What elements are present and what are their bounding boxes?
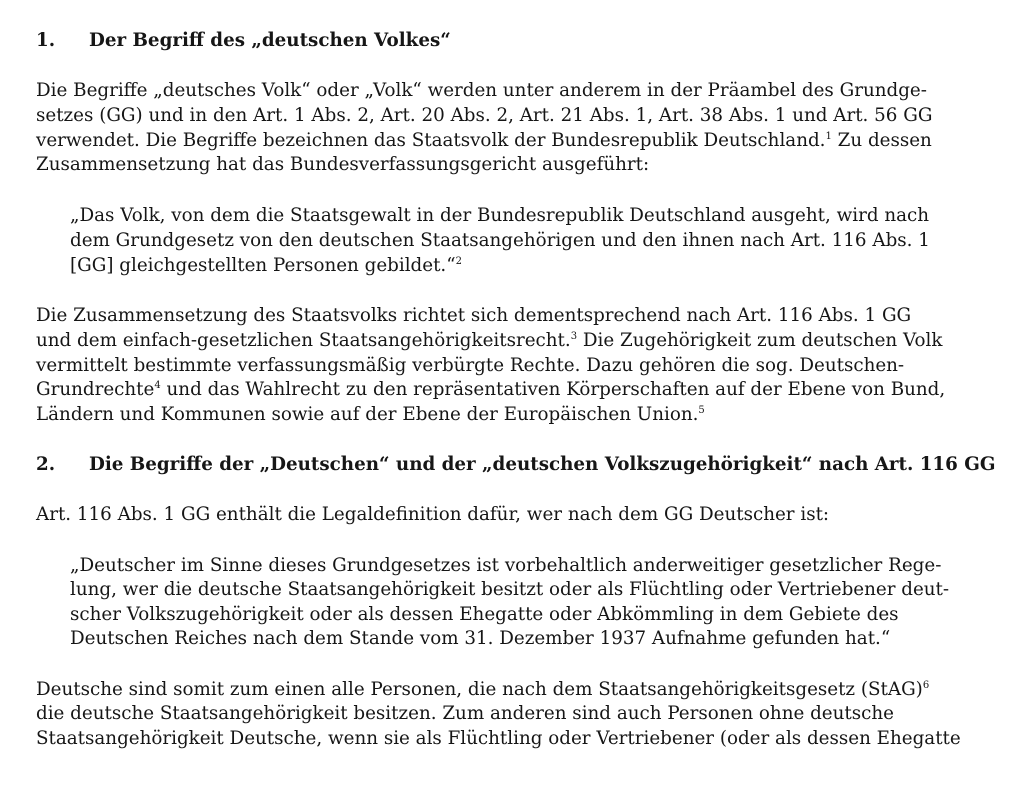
section-2-heading: [36, 453, 995, 478]
paragraph-1-line-4: Zusammensetzung hat das Bundesverfassungsgericht ausgeführt:: [36, 154, 650, 175]
quote-1-line-1: „Das Volk, von dem die Staatsgewalt in der Bundesrepublik Deutschland ausgeht, wird nach: [70, 205, 930, 226]
paragraph-1-line-3-text: verwendet. Die Begriffe bezeichnen das Staatsvolk der Bundesrepublik Deutschland.: [36, 130, 826, 151]
paragraph-3-line-1-text: Deutsche sind somit zum einen alle Personen, die nach dem Staatsangehörigkeitsgesetz (StAG): [36, 679, 923, 700]
paragraph-2-line-4: [36, 378, 945, 403]
paragraph-2-line-2-text: und dem einfach-gesetzlichen Staatsangehörigkeitsrecht.: [36, 330, 571, 351]
quote-2-line-3: scher Volkszugehörigkeit oder als dessen Ehegatte oder Abkömmling in dem Gebiete des: [70, 604, 899, 625]
quote-1-line-3: [70, 254, 462, 279]
quote-2-line-2: lung, wer die deutsche Staatsangehörigkeit besitzt oder als Flüchtling oder Vertriebener deut-: [70, 579, 950, 600]
paragraph-3-line-3: Staatsangehörigkeit Deutsche, wenn sie als Flüchtling oder Vertriebener (oder als dessen Ehegatte: [36, 728, 961, 749]
paragraph-2-line-3: vermittelt bestimmte verfassungsmäßig verbürgte Rechte. Dazu gehören die sog. Deutschen-: [36, 355, 905, 376]
footnote-ref-5[interactable]: 5: [698, 405, 705, 416]
paragraph-2-line-1: Die Zusammensetzung des Staatsvolks richtet sich dementsprechend nach Art. 116 Abs. 1 GG: [36, 305, 912, 326]
paragraph-3-line-1: [36, 678, 929, 703]
quote-2-line-4: Deutschen Reiches nach dem Stande vom 31. Dezember 1937 Aufnahme gefunden hat.“: [70, 628, 891, 649]
paragraph-2-line-2-tail: Die Zugehörigkeit zum deutschen Volk: [577, 330, 943, 351]
paragraph-1-line-1: Die Begriffe „deutsches Volk“ oder „Volk“ werden unter anderem in der Präambel des Grundge-: [36, 80, 927, 101]
footnote-ref-6[interactable]: 6: [922, 680, 930, 691]
section-1-title: Der Begriff des „deutschen Volkes“: [89, 30, 451, 51]
footnote-ref-1[interactable]: 1: [825, 131, 832, 142]
paragraph-2-line-5-text: Ländern und Kommunen sowie auf der Ebene der Europäischen Union.: [36, 404, 699, 425]
paragraph-2-line-4-tail: und das Wahlrecht zu den repräsentativen Körperschaften auf der Ebene von Bund,: [160, 379, 946, 400]
section-1-number: 1.: [36, 30, 56, 51]
paragraph-2-line-4-text: Grundrechte: [36, 379, 155, 400]
paragraph-2-line-5: [36, 403, 705, 428]
paragraph-1-line-2: setzes (GG) und in den Art. 1 Abs. 2, Art. 20 Abs. 2, Art. 21 Abs. 1, Art. 38 Abs. 1 und Art. 56 GG: [36, 105, 933, 126]
section-2-number: 2.: [36, 454, 56, 475]
quote-1-line-2: dem Grundgesetz von den deutschen Staatsangehörigen und den ihnen nach Art. 116 Abs. 1: [70, 230, 930, 251]
footnote-ref-3[interactable]: 3: [570, 331, 578, 342]
paragraph-3-line-2: die deutsche Staatsangehörigkeit besitzen. Zum anderen sind auch Personen ohne deutsche: [36, 703, 894, 724]
section-2-title: Die Begriffe der „Deutschen“ und der „deutschen Volkszugehörigkeit“ nach Art. 116 GG: [89, 454, 996, 475]
quote-1-line-3-text: [GG] gleichgestellten Personen gebildet.“: [70, 255, 456, 276]
footnote-ref-2[interactable]: 2: [455, 256, 462, 267]
section-2-intro: Art. 116 Abs. 1 GG enthält die Legaldefinition dafür, wer nach dem GG Deutscher ist:: [36, 504, 830, 525]
paragraph-1-line-3: [36, 129, 932, 154]
paragraph-2-line-2: [36, 329, 942, 354]
quote-2-line-1: „Deutscher im Sinne dieses Grundgesetzes ist vorbehaltlich anderweitiger gesetzlicher Rege-: [70, 555, 942, 576]
footnote-ref-4[interactable]: 4: [154, 380, 161, 391]
paragraph-1-line-3-tail: Zu dessen: [831, 130, 932, 151]
section-1-heading: [36, 29, 451, 54]
